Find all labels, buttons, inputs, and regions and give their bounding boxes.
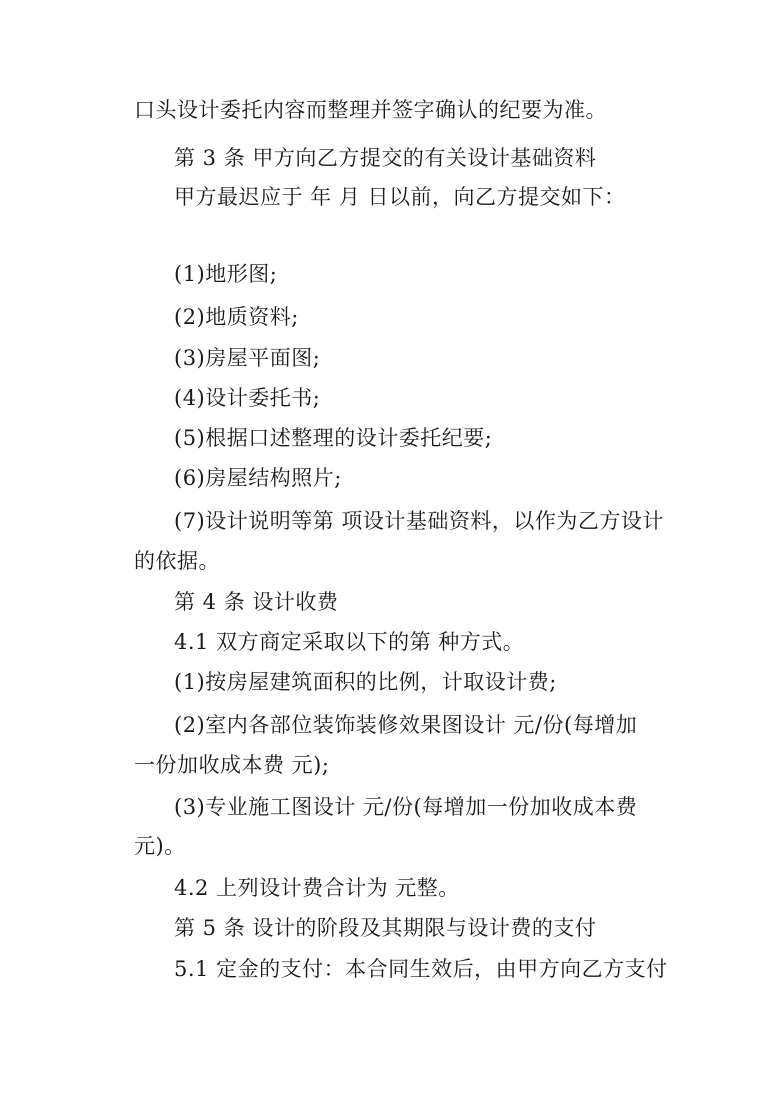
paragraph-line: 甲方最迟应于 年 月 日以前，向乙方提交如下： [174, 185, 626, 209]
paragraph-line: 口头设计委托内容而整理并签字确认的纪要为准。 [134, 98, 607, 122]
list-item: (2)室内各部位装饰装修效果图设计 元/份(每增加 [174, 713, 638, 737]
clause-4-2: 4.2 上列设计费合计为 元整。 [174, 876, 460, 900]
list-item: (1)按房屋建筑面积的比例，计取设计费; [174, 670, 557, 694]
list-item: (3)专业施工图设计 元/份(每增加一份加收成本费 [174, 795, 638, 819]
article-5-heading: 第 5 条 设计的阶段及其期限与设计费的支付 [174, 916, 597, 940]
paragraph-line: 一份加收成本费 元); [134, 753, 330, 777]
paragraph-line: 的依据。 [134, 549, 220, 573]
list-item: (2)地质资料; [174, 305, 299, 329]
clause-4-1: 4.1 双方商定采取以下的第 种方式。 [174, 630, 525, 654]
list-item: (4)设计委托书; [174, 386, 321, 410]
paragraph-line: 元)。 [134, 834, 186, 858]
list-item: (3)房屋平面图; [174, 346, 321, 370]
list-item: (6)房屋结构照片; [174, 466, 342, 490]
list-item: (1)地形图; [174, 262, 278, 286]
article-3-heading: 第 3 条 甲方向乙方提交的有关设计基础资料 [174, 146, 597, 170]
list-item: (7)设计说明等第 项设计基础资料，以作为乙方设计 [174, 509, 664, 533]
list-item: (5)根据口述整理的设计委托纪要; [174, 426, 493, 450]
clause-5-1: 5.1 定金的支付：本合同生效后，由甲方向乙方支付 [174, 957, 668, 981]
article-4-heading: 第 4 条 设计收费 [174, 590, 339, 614]
